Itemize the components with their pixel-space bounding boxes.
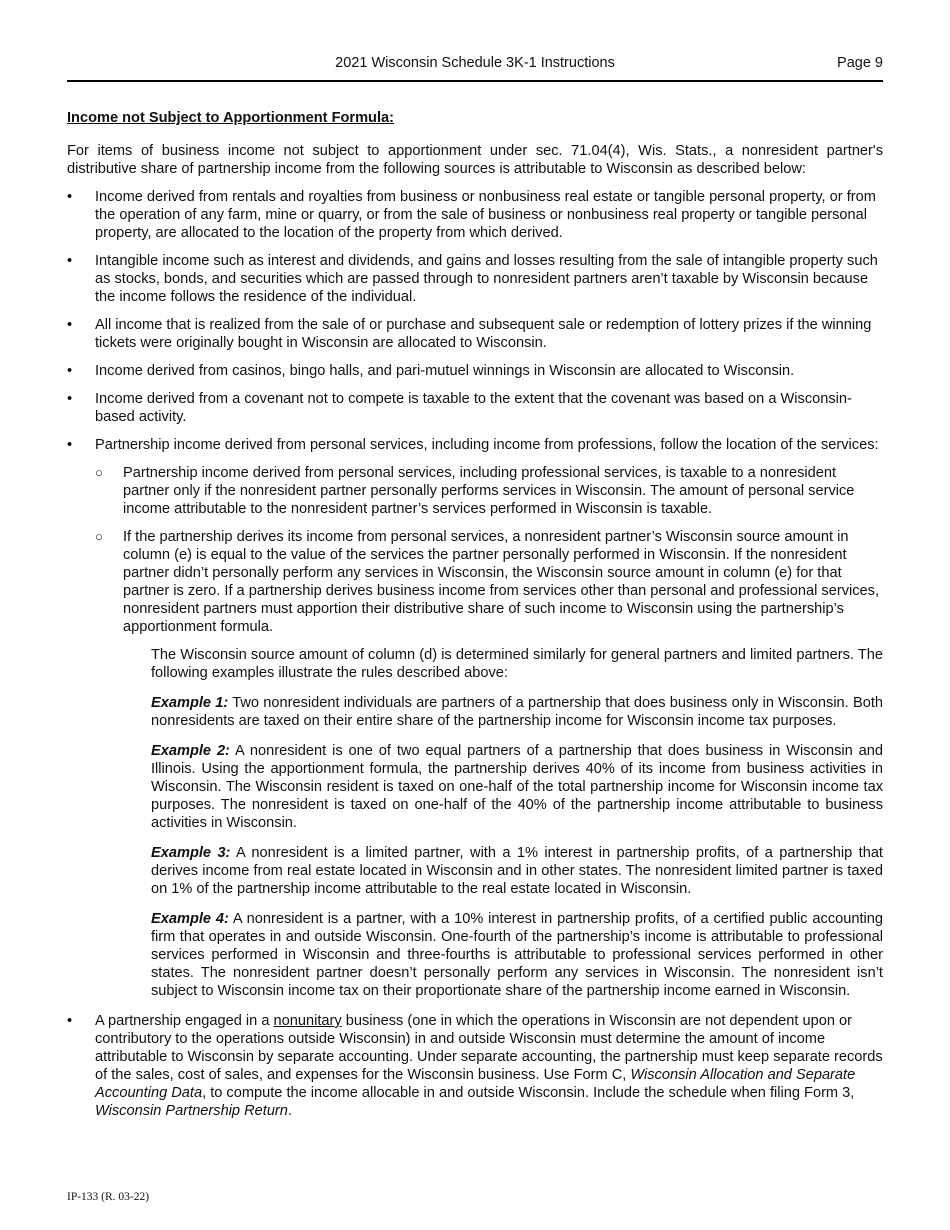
circle-bullet-icon: ○ [95, 465, 103, 480]
example-1 [151, 694, 883, 730]
bullet-icon: • [67, 253, 73, 269]
page-number: Page 9 [837, 55, 883, 71]
list-item [67, 436, 883, 1000]
form-3-title: Wisconsin Partnership Return [95, 1103, 288, 1119]
bullet-icon: • [67, 363, 73, 379]
form-footer: IP-133 (R. 03-22) [67, 1191, 150, 1203]
sub-list-item-text: Partnership income derived from personal services, including professional services, is taxable to a nonresident partner only if the nonresident partner personally performs services in Wisconsin. The amount of personal service income attributable to the nonresident partner’s services performed in Wisconsin is taxable. [123, 465, 855, 517]
form-c-title: Wisconsin Allocation and Separate Accounting Data [95, 1067, 856, 1101]
example-label: Example 3: [151, 845, 231, 861]
section-title: Income not Subject to Apportionment Formula: [67, 110, 394, 126]
header-title: 2021 Wisconsin Schedule 3K-1 Instructions [335, 55, 615, 71]
nonunitary-term: nonunitary [273, 1013, 342, 1029]
example-2 [151, 742, 883, 832]
circle-bullet-icon: ○ [95, 529, 103, 544]
example-4 [151, 910, 883, 1000]
list-item-text: Income derived from a covenant not to compete is taxable to the extent that the covenant was based on a Wisconsin-based activity. [95, 391, 852, 425]
sub-list-item [95, 528, 883, 636]
list-item [67, 252, 883, 306]
list-item-text: Intangible income such as interest and dividends, and gains and losses resulting from the sale of intangible property such as stocks, bonds, and securities which are passed through to nonresident partners aren’t taxable by Wisconsin because the income follows the residence of the individual. [95, 253, 878, 305]
example-3 [151, 844, 883, 898]
list-item [67, 188, 883, 242]
list-item [67, 362, 883, 380]
document-body [67, 109, 883, 1130]
bullet-icon: • [67, 317, 73, 333]
bullet-icon: • [67, 391, 73, 407]
column-d-note: The Wisconsin source amount of column (d) is determined similarly for general partners and limited partners. The following examples illustrate the rules described above: [151, 647, 883, 681]
list-item [67, 390, 883, 426]
sub-list-item-text: If the partnership derives its income from personal services, a nonresident partner’s Wisconsin source amount in column (e) is equal to the value of the services the partner personally performed in Wisconsin. If the nonresident partner didn’t personally perform any services in Wisconsin, the Wisconsin source amount in column (e) for that partner is zero. If a partnership derives business income from services other than personal and professional services, nonresident partners must apportion their distributive share of such income to Wisconsin using the partnership’s apportionment formula. [123, 529, 879, 635]
list-item-text: Partnership income derived from personal services, including income from professions, follow the location of the services: [95, 437, 879, 453]
example-label: Example 2: [151, 743, 230, 759]
list-item-text: Income derived from rentals and royalties from business or nonbusiness real estate or tangible personal property, or from the operation of any farm, mine or quarry, or from the sale of business or nonbusiness real property or tangible personal property, are allocated to the location of the property from which derived. [95, 189, 876, 241]
example-text: A nonresident is one of two equal partners of a partnership that does business in Wisconsin and Illinois. Using the apportionment formula, the partnership derives 40% of its income from business activities in Wisconsin. The Wisconsin resident is taxed on one-half of the total partnership income for Wisconsin income tax purposes. The nonresident is taxed on one-half of the 40% of the partnership income attributable to business activities in Wisconsin. [151, 743, 883, 831]
list-item [67, 316, 883, 352]
personal-services-sublist [95, 464, 883, 636]
sub-list-item [95, 464, 883, 518]
bullet-icon: • [67, 189, 73, 205]
example-text: A nonresident is a partner, with a 10% interest in partnership profits, of a certified public accounting firm that operates in and outside Wisconsin. One-fourth of the partnership’s income is attributable to professional services performed in Wisconsin and three-fourths is attributable to professional services performed in other states. The nonresident partner doesn’t personally perform any services in Wisconsin. The nonresident isn’t subject to Wisconsin income tax on their proportionate share of the partnership income earned in Wisconsin. [151, 911, 883, 999]
example-label: Example 1: [151, 695, 229, 711]
bullet-icon: • [67, 1013, 73, 1029]
list-item-text: Income derived from casinos, bingo halls, and pari-mutuel winnings in Wisconsin are allocated to Wisconsin. [95, 363, 795, 379]
example-label: Example 4: [151, 911, 229, 927]
example-text: A nonresident is a limited partner, with a 1% interest in partnership profits, of a partnership that derives income from real estate located in Wisconsin and in other states. The nonresident limited partner is taxed on 1% of the partnership income attributable to the real estate located in Wisconsin. [151, 845, 883, 897]
intro-paragraph: For items of business income not subject to apportionment under sec. 71.04(4), Wis. Stats., a nonresident partner's distributive share of partnership income from the following sources is attributable to Wisconsin as described below: [67, 143, 883, 177]
example-text: Two nonresident individuals are partners of a partnership that does business only in Wisconsin. Both nonresidents are taxed on their entire share of the partnership income for Wisconsin income tax purposes. [151, 695, 883, 729]
page-header [67, 55, 883, 82]
list-item-text: A partnership engaged in a nonunitary business (one in which the operations in Wisconsin are not dependent upon or contributory to the operations outside Wisconsin) in and outside Wisconsin must determine the amount of income attributable to Wisconsin by separate accounting. Under separate accounting, the partnership must keep separate records of the sales, cost of sales, and expenses for the Wisconsin business. Use Form C, Wisconsin Allocation and Separate Accounting Data, to compute the income allocable in and outside Wisconsin. Include the schedule when filing Form 3, Wisconsin Partnership Return. [95, 1013, 883, 1119]
list-item [67, 1012, 883, 1120]
bullet-icon: • [67, 437, 73, 453]
examples-block [151, 646, 883, 1000]
list-item-text: All income that is realized from the sale of or purchase and subsequent sale or redemption of lottery prizes if the winning tickets were originally bought in Wisconsin are allocated to Wisconsin. [95, 317, 872, 351]
income-source-list [67, 188, 883, 1120]
